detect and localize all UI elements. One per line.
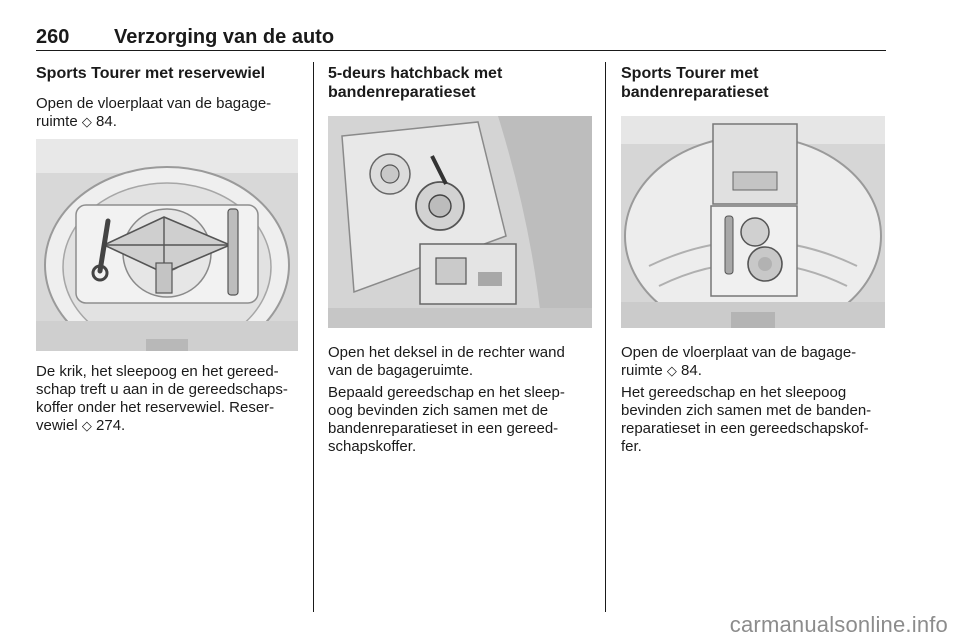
section-heading-line-2: bandenreparatieset (621, 84, 769, 101)
p2-line-2: bevinden zich samen met de banden- (621, 402, 872, 419)
spare-wheel-tools-illustration (36, 139, 298, 351)
intro-line-1: Open de vloerplaat van de bagage- (36, 95, 272, 112)
p1-line-1: Open de vloerplaat van de bagage- (621, 344, 857, 361)
p2-line-4: fer. (621, 438, 642, 455)
sports-tourer-repair-kit-illustration (621, 116, 885, 328)
p1-line-1: Open het deksel in de rechter wand (328, 344, 565, 361)
column-divider-1 (313, 62, 314, 612)
body-text: vewiel (36, 417, 82, 434)
intro-text: ruimte (36, 113, 82, 130)
page-number: 260 (36, 26, 70, 48)
p1-line-2: van de bagageruimte. (328, 362, 474, 379)
p1-line-2[interactable] (621, 362, 887, 380)
page-reference-icon: ◇ (666, 363, 677, 378)
page-reference[interactable]: 84. (681, 362, 702, 379)
body-line-4[interactable] (36, 417, 302, 435)
intro-line-2[interactable] (36, 113, 302, 131)
page-reference-icon: ◇ (81, 114, 92, 129)
section-heading-line-1: 5-deurs hatchback met (328, 65, 503, 82)
p1-text: ruimte (621, 362, 667, 379)
header-rule (36, 50, 886, 51)
p2-line-1: Het gereedschap en het sleepoog (621, 384, 847, 401)
page-header (36, 26, 886, 50)
column-2 (328, 64, 594, 456)
page-reference[interactable]: 84. (96, 113, 117, 130)
p2-line-3: bandenreparatieset in een gereed- (328, 420, 559, 437)
section-heading: Sports Tourer met reservewiel (36, 65, 266, 82)
watermark: carmanualsonline.info (729, 612, 948, 637)
column-1 (36, 64, 302, 435)
body-line-1: De krik, het sleepoog en het gereed- (36, 363, 279, 380)
page-reference[interactable]: 274. (96, 417, 126, 434)
page-reference-icon: ◇ (81, 418, 92, 433)
section-heading-line-2: bandenreparatieset (328, 84, 476, 101)
section-heading-line-1: Sports Tourer met (621, 65, 759, 82)
page-title: Verzorging van de auto (114, 26, 335, 48)
column-divider-2 (605, 62, 606, 612)
p2-line-4: schapskoffer. (328, 438, 417, 455)
p2-line-3: reparatieset in een gereedschapskof- (621, 420, 869, 437)
body-line-2: schap treft u aan in de gereedschaps- (36, 381, 288, 398)
p2-line-2: oog bevinden zich samen met de (328, 402, 549, 419)
column-3 (621, 64, 887, 456)
p2-line-1: Bepaald gereedschap en het sleep- (328, 384, 565, 401)
hatchback-repair-kit-illustration (328, 116, 592, 328)
body-line-3: koffer onder het reservewiel. Reser- (36, 399, 275, 416)
